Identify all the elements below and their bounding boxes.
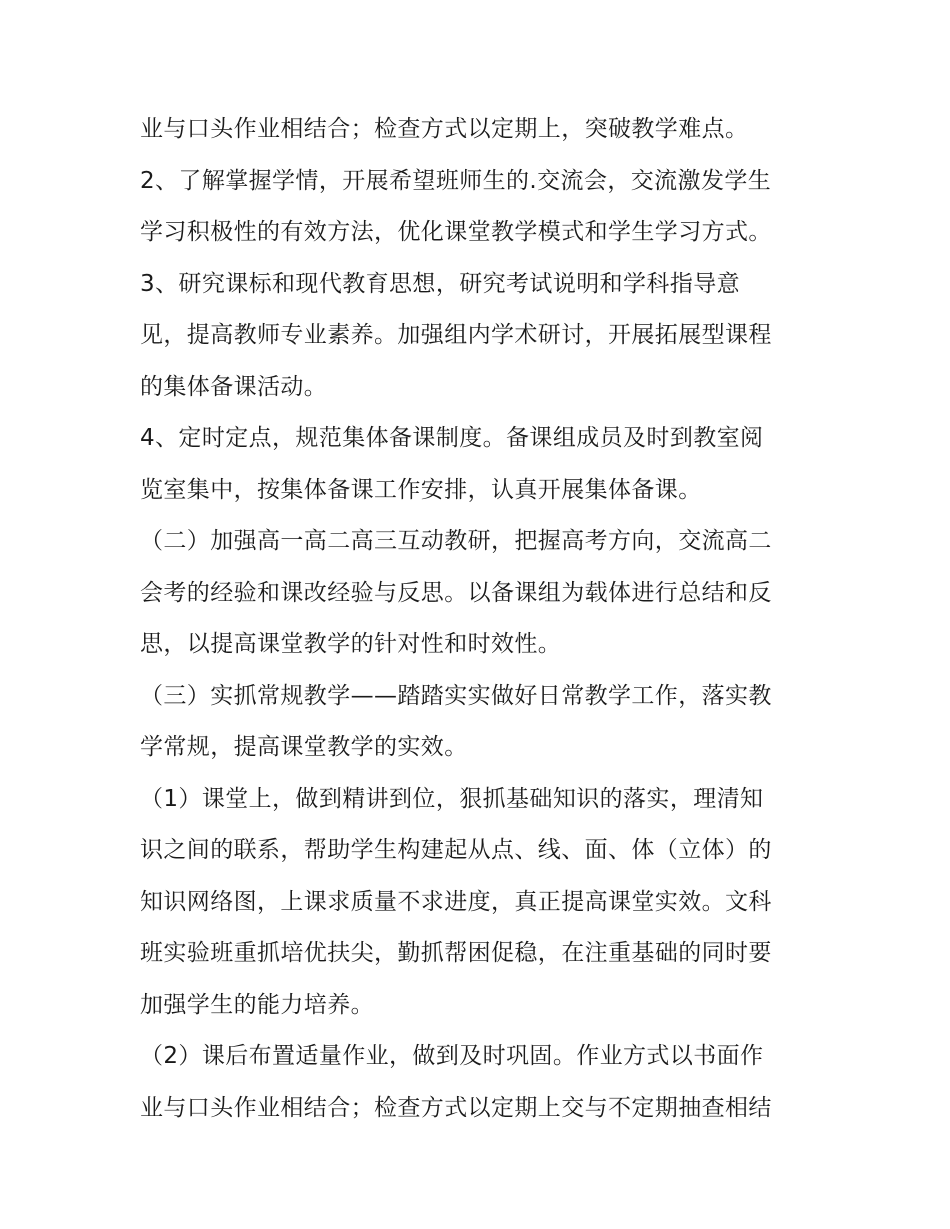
text-line: 业与口头作业相结合；检查方式以定期上交与不定期抽查相结 bbox=[140, 1094, 772, 1121]
text-line: 班实验班重抓培优扶尖，勤抓帮困促稳，在注重基础的同时要 bbox=[140, 940, 772, 966]
text-line: 4、定时定点，规范集体备课制度。备课组成员及时到教室阅 bbox=[140, 425, 764, 451]
text-line: 识之间的联系，帮助学生构建起从点、线、面、体（立体）的 bbox=[140, 837, 772, 863]
text-line: （三）实抓常规教学——踏踏实实做好日常教学工作，落实教 bbox=[140, 682, 772, 709]
text-line: 加强学生的能力培养。 bbox=[140, 991, 374, 1018]
text-line: 2、了解掌握学情，开展希望班师生的.交流会，交流激发学生 bbox=[140, 167, 772, 194]
text-line: （二）加强高一高二高三互动教研，把握高考方向，交流高二 bbox=[140, 528, 772, 554]
text-line: 的集体备课活动。 bbox=[140, 373, 328, 400]
text-line: 学习积极性的有效方法，优化课堂教学模式和学生学习方式。 bbox=[140, 219, 772, 245]
document-body bbox=[140, 104, 830, 1134]
text-line: 3、研究课标和现代教育思想，研究考试说明和学科指导意 bbox=[140, 270, 741, 297]
text-line: （1）课堂上，做到精讲到位，狠抓基础知识的落实，理清知 bbox=[140, 785, 764, 812]
text-line: 学常规，提高课堂教学的实效。 bbox=[140, 734, 468, 760]
text-line: 业与口头作业相结合；检查方式以定期上，突破教学难点。 bbox=[140, 116, 749, 142]
text-line: 思，以提高课堂教学的针对性和时效性。 bbox=[140, 631, 562, 657]
text-line: 见，提高教师专业素养。加强组内学术研讨，开展拓展型课程 bbox=[140, 322, 772, 348]
text-line: 会考的经验和课改经验与反思。以备课组为载体进行总结和反 bbox=[140, 579, 772, 606]
text-line: 览室集中，按集体备课工作安排，认真开展集体备课。 bbox=[140, 476, 702, 503]
text-line: 知识网络图，上课求质量不求进度，真正提高课堂实效。文科 bbox=[140, 888, 772, 915]
text-line: （2）课后布置适量作业，做到及时巩固。作业方式以书面作 bbox=[140, 1043, 764, 1069]
